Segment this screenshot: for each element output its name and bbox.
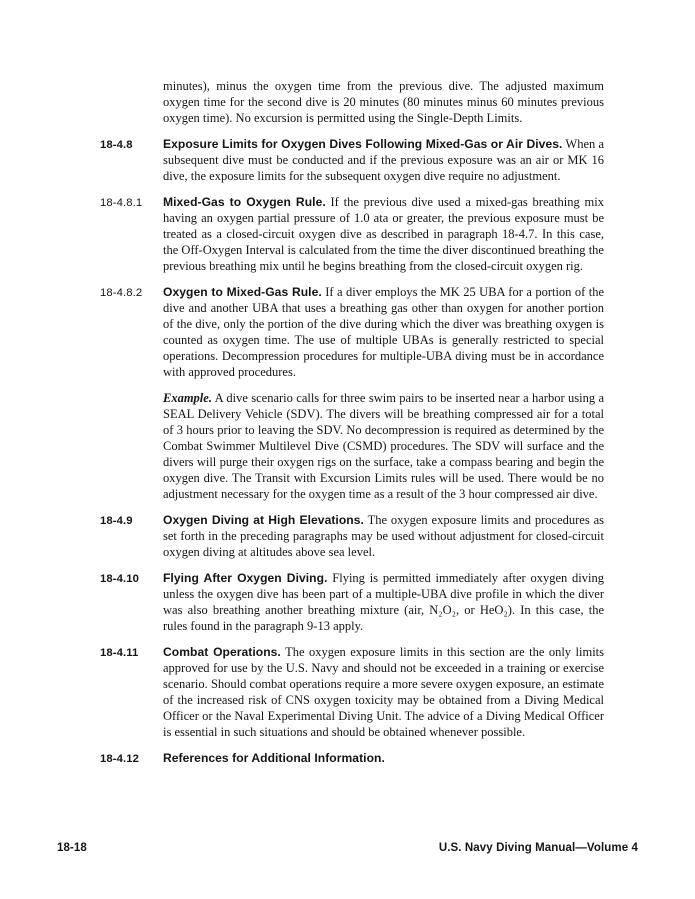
paragraph-text: [163, 390, 604, 502]
paragraph-body-text: When a subsequent dive must be conducted and if the previous exposure was an air or MK 16 dive, the exposure limits for the subsequent oxygen dive require no adjustment.: [163, 137, 605, 183]
footer-manual-title: U.S. Navy Diving Manual—Volume 4: [438, 842, 638, 854]
paragraph-heading: Exposure Limits for Oxygen Dives Following Mixed-Gas or Air Dives.: [163, 137, 563, 151]
paragraph-number: [100, 390, 163, 502]
paragraph-heading: References for Additional Information.: [163, 751, 385, 765]
paragraph-heading: Mixed-Gas to Oxygen Rule.: [163, 195, 326, 209]
paragraph-heading: Combat Operations.: [163, 645, 281, 659]
paragraph-18-4-8-1: [100, 194, 604, 274]
paragraph-body-text: Flying is permitted immediately after oxygen diving unless the oxygen dive has been part of a multiple-UBA dive profile in which the diver was also breathing another breathing mixture (air, N₂O₂, or HeO₂). In this case, the rules found in the paragraph 9-13 apply.: [163, 571, 605, 633]
page-content: [100, 78, 604, 777]
paragraph-text: [163, 194, 604, 274]
paragraph-heading: Flying After Oxygen Diving.: [163, 571, 328, 585]
paragraph-number: 18-4.8.2: [100, 287, 143, 299]
paragraph-number: [100, 78, 163, 126]
footer-page-number: 18-18: [57, 842, 87, 854]
paragraph-text: [163, 284, 604, 380]
paragraph-18-4-9: [100, 512, 604, 560]
paragraph-body-text: minutes), minus the oxygen time from the previous dive. The adjusted maximum oxygen time for the second dive is 20 minutes (80 minutes minus 60 minutes previous oxygen time). No excursion is permitted using the Single-Depth Limits.: [163, 79, 604, 125]
paragraph-18-4-8-2: [100, 284, 604, 380]
paragraph-body-text: The oxygen exposure limits and procedures as set forth in the preceding paragraphs may be used without adjustment for closed-circuit oxygen diving at altitudes above sea level.: [163, 513, 604, 559]
paragraph-number: 18-4.10: [100, 573, 140, 585]
paragraph-text: [163, 750, 604, 767]
paragraph-number: 18-4.8.1: [100, 197, 143, 209]
paragraph-number: 18-4.11: [100, 647, 139, 659]
paragraph-heading: Oxygen to Mixed-Gas Rule.: [163, 285, 322, 299]
paragraph-continuation: [100, 78, 604, 126]
paragraph-body-text: The oxygen exposure limits in this section are the only limits approved for use by the U.S. Navy and should not be exceeded in a training or exercise scenario. Should combat operations require a more severe oxygen exposure, an estimate of the increased risk of CNS oxygen toxicity may be obtained from a Diving Medical Officer or the Naval Experimental Diving Unit. The advice of a Diving Medical Officer is essential in such situations and should be obtained whenever possible.: [163, 645, 604, 739]
paragraph-body-text: A dive scenario calls for three swim pairs to be inserted near a harbor using a SEAL Delivery Vehicle (SDV). The divers will be breathing compressed air for a total of 3 hours prior to leaving the SDV. No decompression is required as determined by the Combat Swimmer Multilevel Dive (CSMD) procedures. The SDV will surface and the divers will purge their oxygen rigs on the surface, take a compass bearing and begin the oxygen dive. The Transit with Excursion Limits rules will be used. There would be no adjustment necessary for the oxygen time as a result of the 3 hour compressed air dive.: [163, 391, 604, 501]
paragraph-heading: Oxygen Diving at High Elevations.: [163, 513, 364, 527]
paragraph-body-text: If a diver employs the MK 25 UBA for a portion of the dive and another UBA that uses a breathing gas other than oxygen for another portion of the dive, only the portion of the dive during which the diver was breathing oxygen is counted as oxygen time. The use of multiple UBAs is generally restricted to special operations. Decompression procedures for multiple-UBA diving must be in accordance with approved procedures.: [163, 285, 604, 379]
paragraph-18-4-12: [100, 750, 604, 767]
paragraph-text: [163, 136, 604, 184]
paragraph-number: 18-4.8: [100, 139, 133, 151]
paragraph-body-text: If the previous dive used a mixed-gas breathing mix having an oxygen partial pressure of 1.0 ata or greater, the previous exposure must be treated as a closed-circuit oxygen dive as described in paragraph 18-4.7. In this case, the Off-Oxygen Interval is calculated from the time the diver discontinued breathing the previous breathing mix until he begins breathing from the closed-circuit oxygen rig.: [163, 195, 604, 273]
page-footer: [57, 842, 638, 854]
paragraph-18-4-8: [100, 136, 604, 184]
paragraph-text: [163, 644, 604, 740]
paragraph-text: [163, 570, 604, 634]
paragraph-18-4-11: [100, 644, 604, 740]
paragraph-number: 18-4.12: [100, 753, 140, 765]
paragraph-text: [163, 78, 604, 126]
paragraph-number: 18-4.9: [100, 515, 133, 527]
paragraph-text: [163, 512, 604, 560]
example-label: Example.: [163, 391, 212, 405]
paragraph-18-4-10: [100, 570, 604, 634]
paragraph-example: [100, 390, 604, 502]
